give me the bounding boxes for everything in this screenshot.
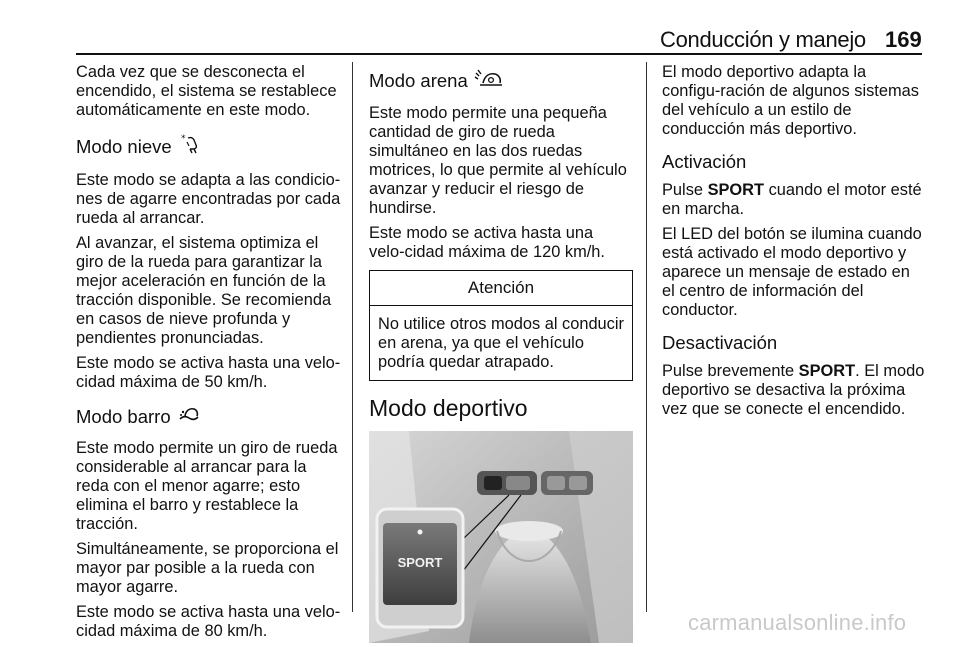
mud-paragraph: Este modo se activa hasta una velo-cidad máxima de 80 km/h.: [76, 603, 341, 640]
snow-mode-heading: [76, 132, 342, 161]
text-segment: . El modo deportivo se desactiva la próxima vez que se conecte el encendido.: [662, 362, 925, 418]
mud-mode-heading: [76, 404, 342, 429]
sport-key-label: SPORT: [707, 181, 765, 199]
activation-heading: Activación: [662, 151, 747, 172]
column-3: [662, 63, 926, 425]
snow-mode-icon: [178, 132, 202, 161]
warning-title: Atención: [370, 271, 632, 306]
text-segment: cuando el motor esté en marcha.: [662, 181, 922, 218]
sand-paragraph: Este modo se activa hasta una velo-cidad máxima de 120 km/h.: [369, 224, 605, 261]
column-2: [369, 63, 633, 643]
snow-paragraph: Este modo se activa hasta una velo-cidad máxima de 50 km/h.: [76, 354, 341, 391]
warning-box: [369, 270, 633, 381]
snow-paragraph: Al avanzar, el sistema optimiza el giro de la rueda para garantizar la mejor aceleración en función de la tracción disponible. Se recomienda en casos de nieve profunda y pendientes pronunciadas.: [76, 234, 332, 347]
mud-mode-icon: [177, 404, 201, 429]
intro-paragraph: Cada vez que se desconecta el encendido, el sistema se restablece automáticamente en este modo.: [76, 63, 337, 119]
sport-button-label: SPORT: [397, 555, 443, 570]
heading-text: Modo arena: [369, 69, 468, 91]
mud-paragraph: Simultáneamente, se proporciona el mayor par posible a la rueda con mayor agarre.: [76, 540, 339, 596]
sport-button-photo: [369, 431, 633, 643]
header-rule: [76, 53, 922, 55]
watermark: carmanualsonline.info: [688, 610, 907, 635]
sport-led-icon: [418, 530, 423, 535]
activation-paragraph: El LED del botón se ilumina cuando está activado el modo deportivo y aparece un mensaje de estado en el centro de información del conductor.: [662, 225, 922, 319]
deactivation-heading: Desactivación: [662, 332, 778, 353]
warning-text: No utilice otros modos al conducir en arena, ya que el vehículo podría quedar atrapado.: [378, 315, 624, 371]
svg-text:*: *: [180, 134, 186, 144]
text-segment: Pulse brevemente: [662, 362, 799, 380]
page-number: 169: [885, 27, 922, 52]
heading-text: Modo nieve: [76, 135, 172, 157]
column-divider: [646, 62, 647, 612]
sport-intro-paragraph: El modo deportivo adapta la configu-ración de algunos sistemas del vehículo a un estilo de conducción más deportivo.: [662, 63, 919, 138]
sand-mode-icon: [474, 67, 504, 94]
running-header: Conducción y manejo: [660, 27, 866, 52]
sand-paragraph: Este modo permite una pequeña cantidad de giro de rueda simultáneo en las dos ruedas motrices, lo que permite al vehículo avanzar y reducir el riesgo de hundirse.: [369, 104, 627, 217]
activation-paragraph: [662, 181, 926, 219]
mud-paragraph: Este modo permite un giro de rueda considerable al arrancar para la reda con el menor agarre; esto elimina el barro y restablece la tracción.: [76, 439, 338, 533]
sport-mode-heading: Modo deportivo: [369, 395, 528, 421]
sport-key-label: SPORT: [798, 362, 856, 380]
sand-mode-heading: [369, 67, 633, 94]
snow-paragraph: Este modo se adapta a las condicio-nes de agarre encontradas por cada rueda al arrancar.: [76, 171, 341, 227]
column-divider: [352, 62, 353, 612]
text-segment: Pulse: [662, 181, 708, 199]
column-1: [76, 63, 342, 647]
deactivation-paragraph: [662, 362, 926, 419]
heading-text: Modo barro: [76, 405, 171, 427]
